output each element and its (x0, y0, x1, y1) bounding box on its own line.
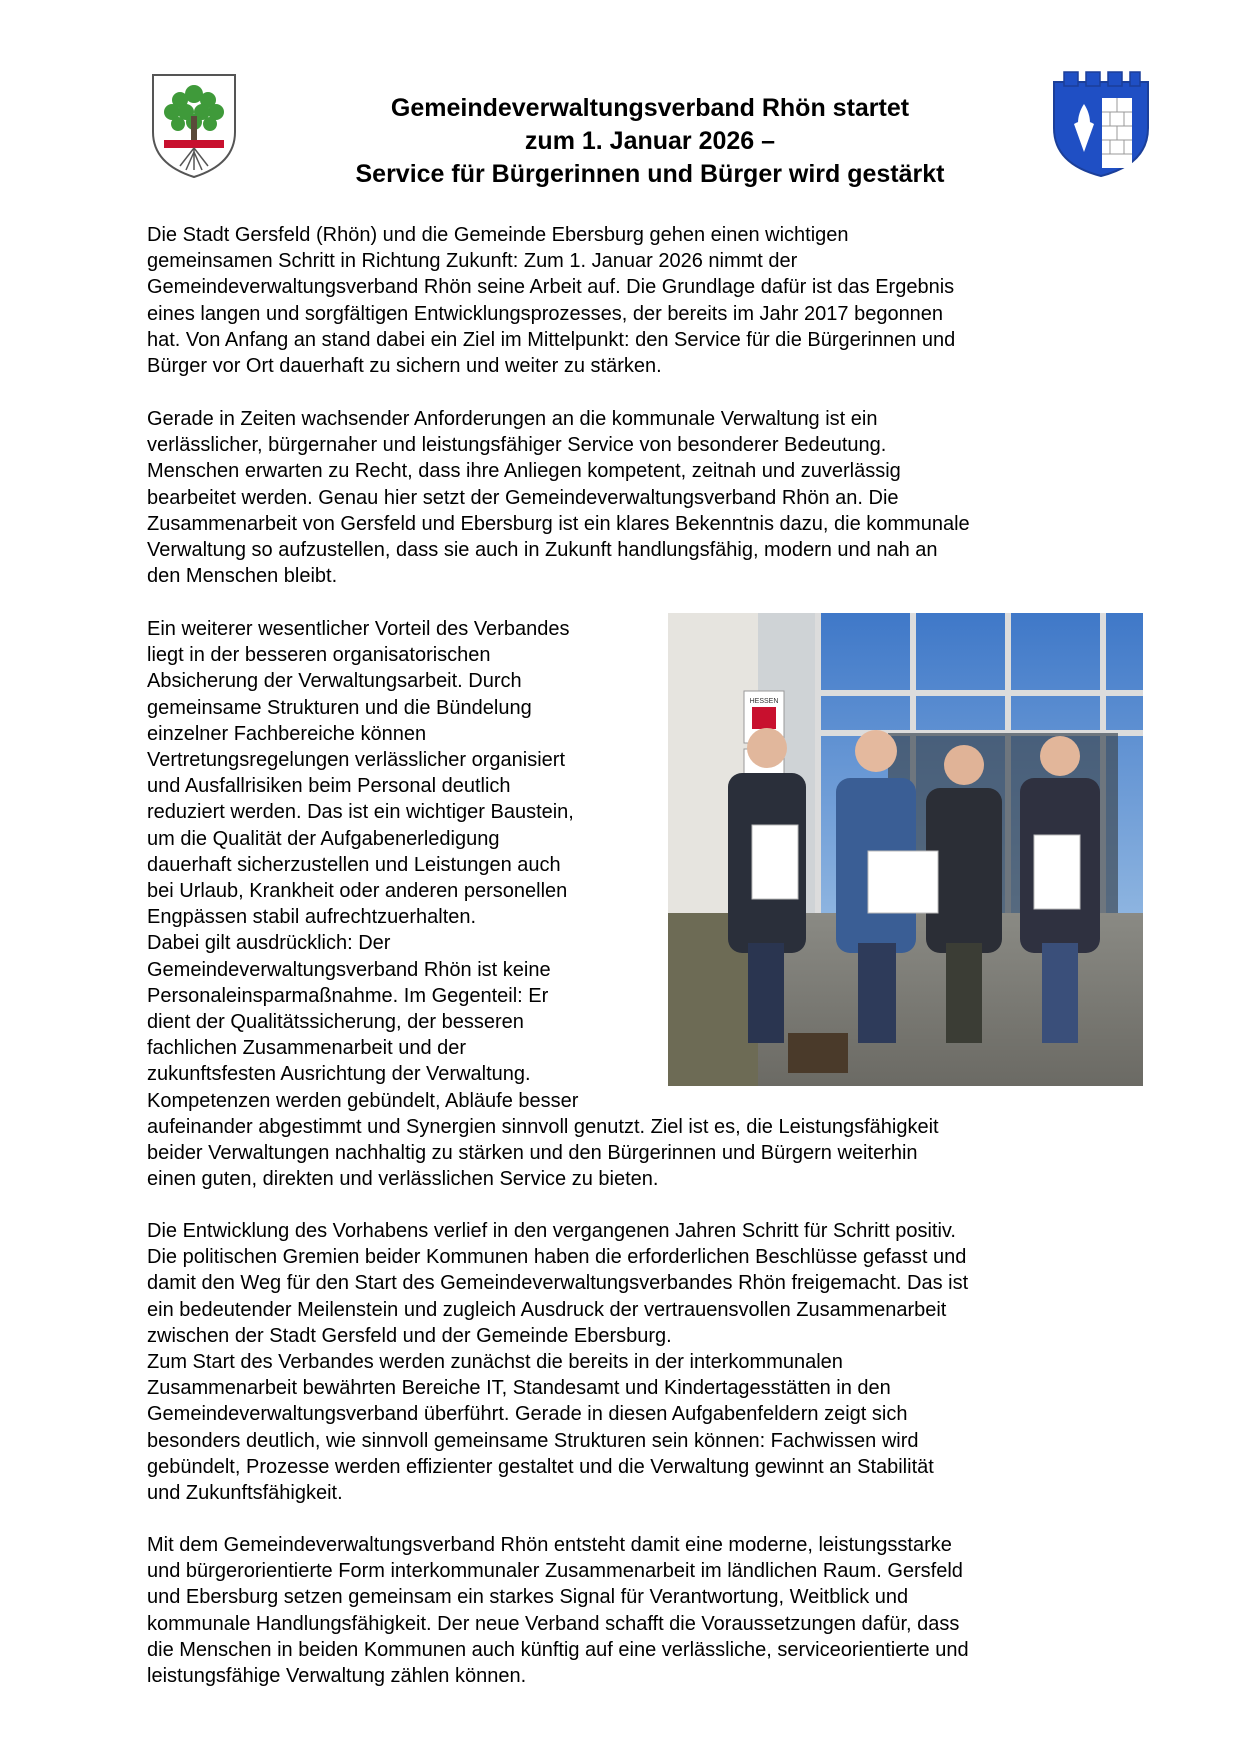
text-line: liegt in der besseren organisatorischen (147, 644, 491, 667)
text-line: eines langen und sorgfältigen Entwicklungsprozesses, der bereits im Jahr 2017 begonnen (147, 302, 944, 325)
text-line: reduziert werden. Das ist ein wichtiger Baustein, (147, 801, 574, 824)
text-line: Mit dem Gemeindeverwaltungsverband Rhön entsteht damit eine moderne, leistungsstarke (147, 1534, 952, 1556)
text-line: Kompetenzen werden gebündelt, Abläufe besser (147, 1089, 579, 1112)
text-line: Die politischen Gremien beider Kommunen haben die erforderlichen Beschlüsse gefasst und (147, 1246, 967, 1269)
text-line: Gemeindeverwaltungsverband überführt. Gerade in diesen Aufgabenfeldern zeigt sich (147, 1403, 908, 1426)
text-line: leistungsfähige Verwaltung zählen können. (147, 1665, 527, 1688)
text-line: dient der Qualitätssicherung, der besseren (147, 1011, 524, 1034)
text-line: und Zukunftsfähigkeit. (147, 1482, 343, 1505)
title-line: zum 1. Januar 2026 – (524, 127, 776, 155)
text-line: gemeinsame Strukturen und die Bündelung (147, 696, 532, 719)
text-line: Dabei gilt ausdrücklich: Der (147, 932, 391, 955)
paragraph-development (147, 1218, 1107, 1506)
text-line: Zusammenarbeit bewährten Bereiche IT, Standesamt und Kindertagesstätten in den (147, 1377, 891, 1400)
text-line: ein bedeutender Meilenstein und zugleich Ausdruck der vertrauensvollen Zusammenarbeit (147, 1298, 947, 1321)
paragraph-requirements (147, 406, 1107, 589)
text-line: besonders deutlich, wie sinnvoll gemeinsame Strukturen sein können: Fachwissen wird (147, 1429, 919, 1452)
text-line: aufeinander abgestimmt und Synergien sinnvoll genutzt. Ziel ist es, die Leistungsfähigkeit (147, 1116, 939, 1138)
page-title (250, 92, 1050, 191)
text-line: Gerade in Zeiten wachsender Anforderungen an die kommunale Verwaltung ist ein (147, 408, 878, 430)
text-line: um die Qualität der Aufgabenerledigung (147, 827, 500, 850)
paragraph-conclusion (147, 1532, 1107, 1689)
title-line: Service für Bürgerinnen und Bürger wird gestärkt (355, 160, 945, 188)
text-line: gebündelt, Prozesse werden effizienter gestaltet und die Verwaltung gewinnt an Stabilität (147, 1455, 934, 1478)
sign-label: HESSEN (749, 698, 779, 705)
text-line: zukunftsfesten Ausrichtung der Verwaltung. (147, 1063, 531, 1086)
text-line: fachlichen Zusammenarbeit und der (147, 1037, 467, 1060)
paragraph-advantages (147, 616, 657, 1114)
text-line: Zum Start des Verbandes werden zunächst die bereits in der interkommunalen (147, 1351, 843, 1374)
text-line: Die Stadt Gersfeld (Rhön) und die Gemeinde Ebersburg gehen einen wichtigen (147, 224, 849, 246)
text-line: kommunale Handlungsfähigkeit. Der neue Verband schafft die Voraussetzungen dafür, dass (147, 1612, 960, 1635)
text-line: die Menschen in beiden Kommunen auch künftig auf eine verlässliche, serviceorientierte und (147, 1638, 969, 1661)
text-line: Die Entwicklung des Vorhabens verlief in den vergangenen Jahren Schritt für Schritt positiv. (147, 1220, 956, 1242)
text-line: einen guten, direkten und verlässlichen Service zu bieten. (147, 1168, 659, 1191)
text-line: Personaleinsparmaßnahme. Im Gegenteil: Er (147, 984, 549, 1007)
text-line: bei Urlaub, Krankheit oder anderen personellen (147, 880, 568, 903)
text-line: Engpässen stabil aufrechtzuerhalten. (147, 906, 477, 929)
gersfeld-crest-icon (150, 72, 238, 180)
text-line: hat. Von Anfang an stand dabei ein Ziel im Mittelpunkt: den Service für die Bürgerinnen und (147, 328, 956, 351)
text-line: den Menschen bleibt. (147, 565, 338, 588)
text-line: einzelner Fachbereiche können (147, 722, 427, 745)
text-line: Bürger vor Ort dauerhaft zu sichern und weiter zu stärken. (147, 355, 662, 378)
text-line: Gemeindeverwaltungsverband Rhön ist keine (147, 958, 551, 981)
text-line: Absicherung der Verwaltungsarbeit. Durch (147, 670, 522, 693)
text-line: gemeinsamen Schritt in Richtung Zukunft: Zum 1. Januar 2026 nimmt der (147, 250, 798, 273)
text-line: beider Verwaltungen nachhaltig zu stärken und den Bürgerinnen und Bürgern weiterhin (147, 1142, 918, 1165)
text-line: Gemeindeverwaltungsverband Rhön seine Arbeit auf. Die Grundlage dafür ist das Ergebnis (147, 276, 955, 299)
text-line: damit den Weg für den Start des Gemeindeverwaltungsverbandes Rhön freigemacht. Das ist (147, 1272, 969, 1295)
text-line: zwischen der Stadt Gersfeld und der Gemeinde Ebersburg. (147, 1324, 672, 1347)
text-line: Verwaltung so aufzustellen, dass sie auch in Zukunft handlungsfähig, modern und nah an (147, 539, 938, 562)
text-line: Zusammenarbeit von Gersfeld und Ebersburg ist ein klares Bekenntnis dazu, die kommunale (147, 512, 970, 535)
text-line: verlässlicher, bürgernaher und leistungsfähiger Service von besonderer Bedeutung. (147, 434, 887, 457)
ebersburg-crest-icon (1050, 68, 1152, 180)
text-line: und Ausfallrisiken beim Personal deutlich (147, 775, 511, 798)
text-line: und bürgerorientierte Form interkommunaler Zusammenarbeit im ländlichen Raum. Gersfeld (147, 1560, 963, 1583)
text-line: Menschen erwarten zu Recht, dass ihre Anliegen kompetent, zeitnah und zuverlässig (147, 460, 901, 483)
title-line: Gemeindeverwaltungsverband Rhön startet (390, 94, 910, 122)
text-line: bearbeitet werden. Genau hier setzt der Gemeindeverwaltungsverband Rhön an. Die (147, 486, 899, 509)
group-photo (668, 613, 1143, 1086)
text-line: Ein weiterer wesentlicher Vorteil des Verbandes (147, 618, 570, 640)
paragraph-advantages-continued (147, 1114, 1107, 1193)
text-line: Vertretungsregelungen verlässlicher organisiert (147, 749, 566, 772)
paragraph-intro (147, 222, 1107, 379)
text-line: und Ebersburg setzen gemeinsam ein starkes Signal für Verantwortung, Weitblick und (147, 1586, 909, 1609)
text-line: dauerhaft sicherzustellen und Leistungen auch (147, 853, 561, 876)
